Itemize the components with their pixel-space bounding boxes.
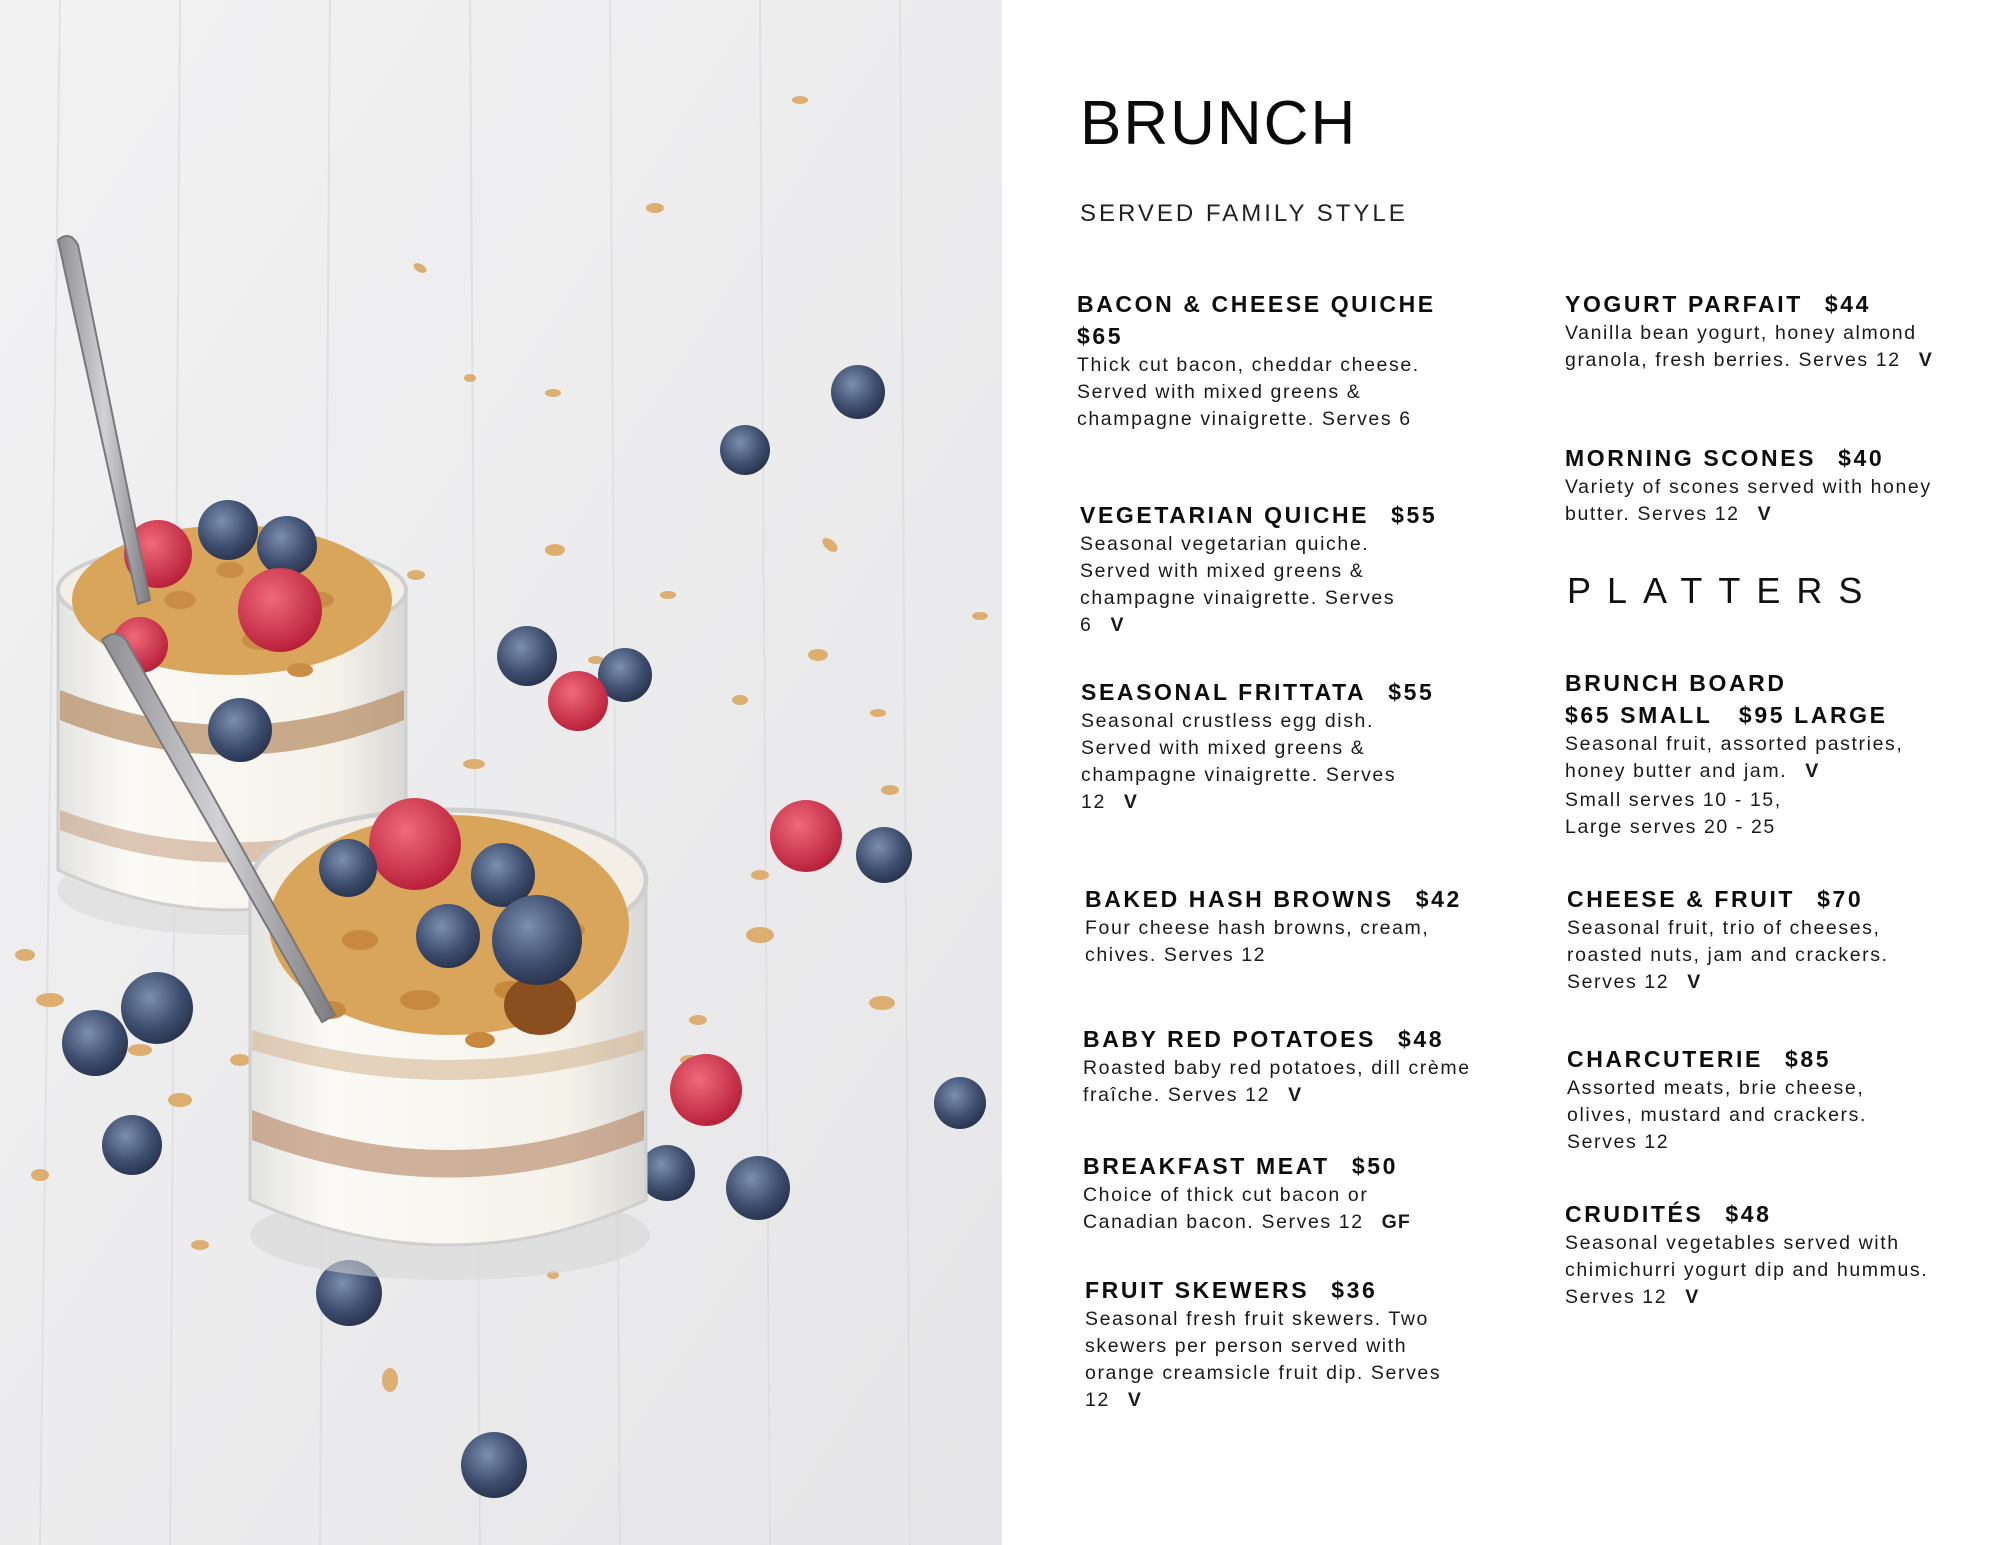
item-description: Four cheese hash browns, cream, chives. Serves 12 bbox=[1085, 917, 1430, 966]
item-description: Assorted meats, brie cheese, olives, mustard and crackers. Serves 12 bbox=[1567, 1077, 1867, 1153]
item-name: FRUIT SKEWERS bbox=[1085, 1277, 1310, 1303]
menu-item-fruit-skewers bbox=[1085, 1274, 1505, 1414]
item-price: $48 bbox=[1725, 1201, 1772, 1227]
item-name: BACON & CHEESE QUICHE bbox=[1077, 291, 1436, 317]
item-price: $65 bbox=[1077, 323, 1124, 349]
item-name: CHEESE & FRUIT bbox=[1567, 886, 1796, 912]
item-description: Seasonal fruit, trio of cheeses, roasted nuts, jam and crackers. Serves 12 bbox=[1567, 917, 1889, 993]
platters-heading: PLATTERS bbox=[1567, 570, 1879, 611]
menu-item-morning-scones bbox=[1565, 442, 1965, 528]
menu-item-baked-hash-browns bbox=[1085, 883, 1505, 969]
item-description: Seasonal fruit, assorted pastries, honey butter and jam. bbox=[1565, 733, 1904, 782]
item-name: BABY RED POTATOES bbox=[1083, 1026, 1376, 1052]
platter-crudites bbox=[1565, 1198, 1965, 1311]
vegetarian-tag: V bbox=[1757, 503, 1772, 525]
item-name: YOGURT PARFAIT bbox=[1565, 291, 1803, 317]
item-name: SEASONAL FRITTATA bbox=[1081, 679, 1367, 705]
parfait-jar-front bbox=[250, 798, 650, 1280]
vegetarian-tag: V bbox=[1288, 1084, 1303, 1106]
vegetarian-tag: V bbox=[1687, 971, 1702, 993]
item-description: Vanilla bean yogurt, honey almond granola, fresh berries. Serves 12 bbox=[1565, 322, 1917, 371]
vegetarian-tag: V bbox=[1110, 614, 1125, 636]
platter-cheese-fruit bbox=[1567, 883, 1967, 996]
vegetarian-tag: V bbox=[1918, 349, 1933, 371]
menu-item-vegetarian-quiche bbox=[1080, 499, 1440, 639]
item-price: $55 bbox=[1388, 679, 1435, 705]
item-price: $40 bbox=[1838, 445, 1885, 471]
item-name: BAKED HASH BROWNS bbox=[1085, 886, 1394, 912]
item-name: CHARCUTERIE bbox=[1567, 1046, 1763, 1072]
platter-charcuterie bbox=[1567, 1043, 1967, 1156]
vegetarian-tag: V bbox=[1127, 1389, 1142, 1411]
item-description: Seasonal vegetables served with chimichurri yogurt dip and hummus. Serves 12 bbox=[1565, 1232, 1929, 1308]
item-price: $42 bbox=[1415, 886, 1462, 912]
item-name: MORNING SCONES bbox=[1565, 445, 1817, 471]
item-name: BREAKFAST MEAT bbox=[1083, 1153, 1330, 1179]
vegetarian-tag: V bbox=[1685, 1286, 1700, 1308]
item-description: Thick cut bacon, cheddar cheese. Served with mixed greens & champagne vinaigrette. Serves 6 bbox=[1077, 354, 1420, 430]
item-price: $70 bbox=[1817, 886, 1864, 912]
vegetarian-tag: V bbox=[1123, 791, 1138, 813]
menu-subtitle: SERVED FAMILY STYLE bbox=[1080, 200, 1408, 227]
item-name: CRUDITÉS bbox=[1565, 1201, 1704, 1227]
item-name: VEGETARIAN QUICHE bbox=[1080, 502, 1370, 528]
item-price: $44 bbox=[1824, 291, 1872, 317]
item-price: $85 bbox=[1785, 1046, 1832, 1072]
menu-item-yogurt-parfait bbox=[1565, 288, 1965, 374]
item-description: Seasonal vegetarian quiche. Served with mixed greens & champagne vinaigrette. Serves 6 bbox=[1080, 533, 1396, 636]
menu-item-breakfast-meat bbox=[1083, 1150, 1503, 1236]
item-price: $36 bbox=[1331, 1277, 1378, 1303]
menu-item-baby-red-potatoes bbox=[1083, 1023, 1503, 1109]
menu-title: BRUNCH bbox=[1080, 89, 1358, 158]
platter-brunch-board bbox=[1565, 667, 1965, 841]
item-serving-sizes: Small serves 10 - 15, Large serves 20 - 25 bbox=[1565, 789, 1782, 838]
menu-item-seasonal-frittata bbox=[1081, 676, 1441, 816]
item-price: $55 bbox=[1391, 502, 1438, 528]
item-price: $65 SMALL $95 LARGE bbox=[1565, 702, 1888, 728]
vegetarian-tag: V bbox=[1805, 760, 1820, 782]
item-description: Variety of scones served with honey butter. Serves 12 bbox=[1565, 476, 1932, 525]
item-name: BRUNCH BOARD bbox=[1565, 670, 1787, 696]
item-description: Choice of thick cut bacon or Canadian bacon. Serves 12 bbox=[1083, 1184, 1369, 1233]
menu-item-bacon-cheese-quiche bbox=[1077, 288, 1477, 433]
item-description: Roasted baby red potatoes, dill crème fraîche. Serves 12 bbox=[1083, 1057, 1471, 1106]
item-description: Seasonal crustless egg dish. Served with mixed greens & champagne vinaigrette. Serves 12 bbox=[1081, 710, 1397, 813]
item-price: $48 bbox=[1397, 1026, 1445, 1052]
gluten-free-tag: GF bbox=[1381, 1211, 1411, 1233]
item-price: $50 bbox=[1351, 1153, 1398, 1179]
item-description: Seasonal fresh fruit skewers. Two skewers per person served with orange creamsicle fruit dip. Serves 12 bbox=[1085, 1308, 1442, 1411]
